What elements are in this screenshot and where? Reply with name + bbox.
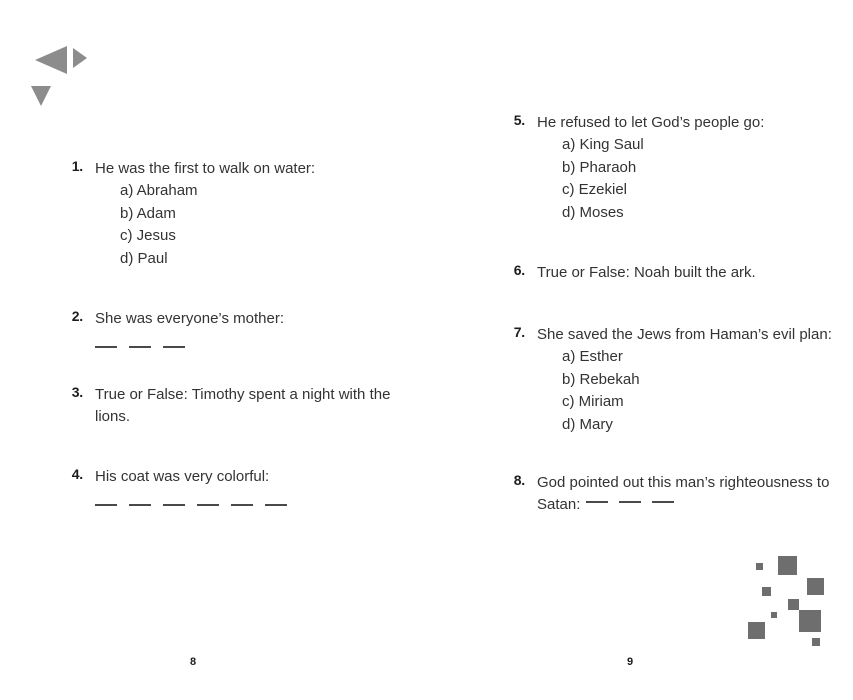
question-list-left (55, 158, 405, 534)
answer-blanks[interactable] (95, 346, 405, 348)
answer-option[interactable]: a) Abraham (120, 182, 198, 199)
answer-option[interactable]: c) Ezekiel (562, 181, 628, 198)
answer-blank[interactable] (163, 346, 185, 348)
question-item (497, 262, 847, 284)
answer-blanks[interactable] (95, 504, 405, 506)
question-text: He refused to let God’s people go: (537, 114, 765, 131)
question-text: She saved the Jews from Haman’s evil plan: (537, 326, 832, 343)
answer-option[interactable]: a) King Saul (562, 136, 644, 153)
decorative-square (807, 578, 824, 595)
question-item (497, 112, 847, 224)
question-number: 8. (513, 472, 525, 488)
decorative-square (812, 638, 820, 646)
answer-option[interactable]: d) Moses (562, 203, 624, 221)
question-list-right (497, 112, 847, 544)
answer-option[interactable]: c) Jesus (120, 227, 176, 244)
answer-option[interactable]: b) Pharaoh (562, 158, 637, 176)
question-text: True or False: Timothy spent a night with the lions. (95, 386, 391, 425)
page-number-left: 8 (189, 656, 197, 668)
answer-blank[interactable] (95, 346, 117, 348)
decorative-square (748, 622, 765, 639)
answer-blank[interactable] (619, 501, 641, 503)
page-left (0, 0, 426, 700)
page-number-right: 9 (626, 656, 634, 668)
answer-blank[interactable] (652, 501, 674, 503)
answer-blank[interactable] (197, 504, 219, 506)
question-text: True or False: Noah built the ark. (537, 264, 756, 281)
question-number: 2. (71, 308, 83, 324)
answer-blank[interactable] (95, 504, 117, 506)
decorative-square-cluster (730, 550, 850, 650)
answer-blanks[interactable] (580, 501, 674, 503)
answer-blank[interactable] (163, 504, 185, 506)
question-text: He was the first to walk on water: (95, 160, 316, 177)
decorative-square (762, 587, 771, 596)
answer-option-list (537, 134, 847, 224)
question-text: She was everyone’s mother: (95, 310, 284, 327)
decorative-square (799, 610, 821, 632)
question-item (55, 384, 405, 428)
question-item (497, 472, 847, 516)
answer-option[interactable]: d) Paul (120, 249, 168, 267)
question-item (55, 308, 405, 348)
answer-blank[interactable] (265, 504, 287, 506)
question-text: God pointed out this man’s righteousness to Satan: (537, 474, 830, 513)
answer-option[interactable]: b) Adam (120, 204, 176, 222)
question-item (497, 324, 847, 436)
question-item (55, 466, 405, 506)
answer-option[interactable]: d) Mary (562, 415, 613, 433)
answer-option-list (537, 346, 847, 436)
answer-option[interactable]: c) Miriam (562, 393, 624, 410)
answer-option[interactable]: b) Rebekah (562, 370, 640, 388)
question-number: 3. (71, 384, 83, 400)
decorative-square (756, 563, 763, 570)
question-number: 6. (513, 262, 525, 278)
answer-blank[interactable] (586, 501, 608, 503)
answer-blank[interactable] (231, 504, 253, 506)
answer-option[interactable]: a) Esther (562, 348, 623, 365)
decorative-square (788, 599, 799, 610)
question-number: 7. (513, 324, 525, 340)
answer-blank[interactable] (129, 504, 151, 506)
question-text: His coat was very colorful: (95, 468, 270, 485)
answer-blank[interactable] (129, 346, 151, 348)
decorative-square (778, 556, 797, 575)
decorative-square (771, 612, 777, 618)
question-number: 1. (71, 158, 83, 174)
answer-option-list (95, 180, 405, 270)
question-number: 4. (71, 466, 83, 482)
question-number: 5. (513, 112, 525, 128)
question-item (55, 158, 405, 270)
